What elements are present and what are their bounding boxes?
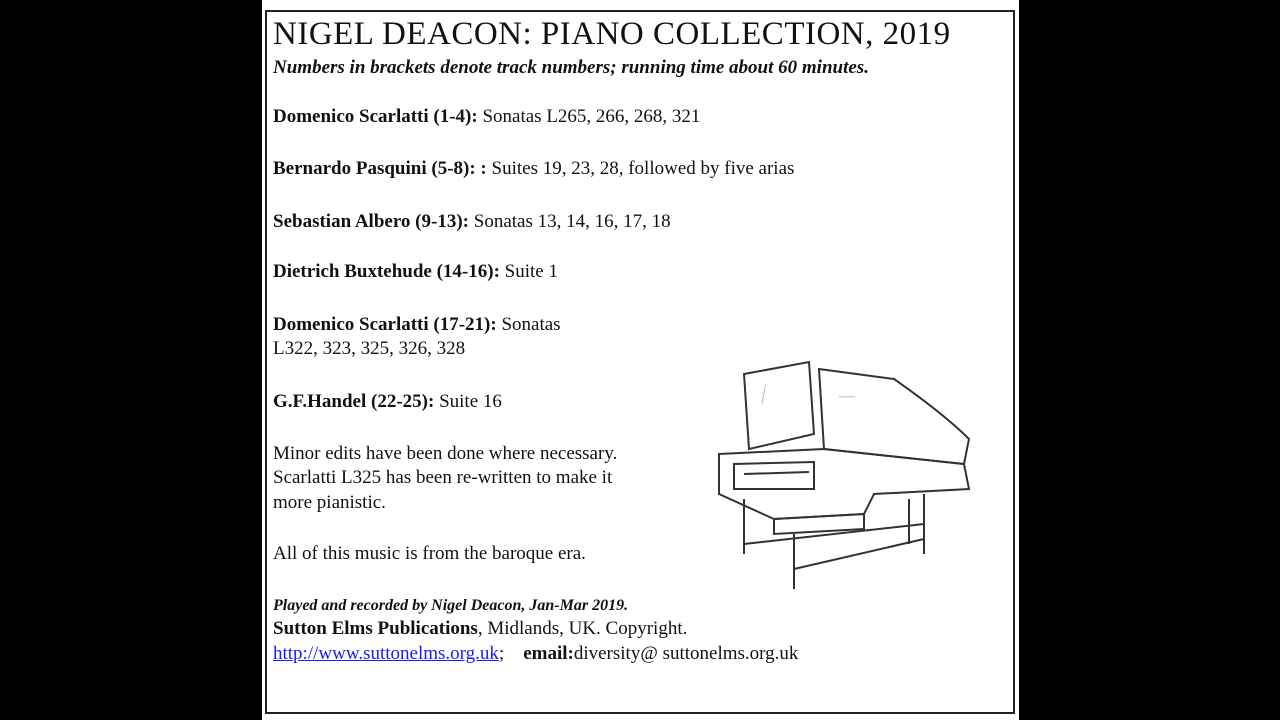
page-border bbox=[265, 10, 1015, 714]
publisher-line bbox=[273, 618, 687, 640]
composer: Bernardo Pasquini (5-8) bbox=[273, 158, 470, 179]
email-address: diversity@ suttonelms.org.uk bbox=[573, 643, 799, 664]
separator: : bbox=[493, 261, 500, 282]
entry-scarlatti-2 bbox=[273, 314, 561, 336]
composer: Domenico Scarlatti (1-4) bbox=[273, 106, 472, 127]
subtitle: Numbers in brackets denote track numbers; running time about 60 minutes. bbox=[273, 57, 869, 78]
works: Suite 16 bbox=[434, 391, 502, 412]
svg-text:~~~~~: ~~~~~ bbox=[839, 395, 856, 401]
separator: : bbox=[471, 106, 478, 127]
email-label: email: bbox=[523, 643, 574, 664]
entry-scarlatti-1 bbox=[273, 106, 700, 128]
works: Suite 1 bbox=[499, 261, 558, 282]
played-by: Played and recorded by Nigel Deacon, Jan-Mar 2019. bbox=[273, 597, 629, 614]
composer: Domenico Scarlatti (17-21) bbox=[273, 314, 491, 335]
composer: Dietrich Buxtehude (14-16) bbox=[273, 261, 494, 282]
works: Sonatas L265, 266, 268, 321 bbox=[477, 106, 701, 127]
composer: Sebastian Albero (9-13) bbox=[273, 211, 463, 232]
entry-handel bbox=[273, 391, 502, 413]
svg-text:~~~~~~: ~~~~~~ bbox=[760, 384, 770, 405]
note-edits-3: more pianistic. bbox=[273, 492, 386, 513]
entry-pasquini bbox=[273, 158, 794, 180]
page-title: NIGEL DEACON: PIANO COLLECTION, 2019 bbox=[273, 16, 951, 52]
contact-line bbox=[273, 643, 798, 665]
note-edits-2: Scarlatti L325 has been re-written to make it bbox=[273, 467, 613, 488]
separator: : bbox=[428, 391, 435, 412]
harpsichord-illustration bbox=[714, 354, 976, 594]
works: Sonatas 13, 14, 16, 17, 18 bbox=[469, 211, 671, 232]
works: Suites 19, 23, 28, followed by five arias bbox=[486, 158, 795, 179]
note-edits-1: Minor edits have been done where necessary. bbox=[273, 443, 618, 464]
separator: : bbox=[490, 314, 497, 335]
separator: ; bbox=[498, 643, 505, 664]
website-link[interactable]: http://www.suttonelms.org.uk bbox=[273, 643, 499, 664]
publisher-location: , Midlands, UK. Copyright. bbox=[477, 618, 688, 639]
publisher-name: Sutton Elms Publications bbox=[273, 618, 478, 639]
document-page bbox=[262, 0, 1019, 720]
entry-scarlatti-2-works: L322, 323, 325, 326, 328 bbox=[273, 338, 466, 359]
entry-albero bbox=[273, 211, 671, 233]
composer: G.F.Handel (22-25) bbox=[273, 391, 428, 412]
entry-buxtehude bbox=[273, 261, 558, 283]
works: Sonatas bbox=[496, 314, 561, 335]
note-era: All of this music is from the baroque era. bbox=[273, 543, 586, 564]
separator: : bbox=[462, 211, 469, 232]
separator: : : bbox=[469, 158, 487, 179]
